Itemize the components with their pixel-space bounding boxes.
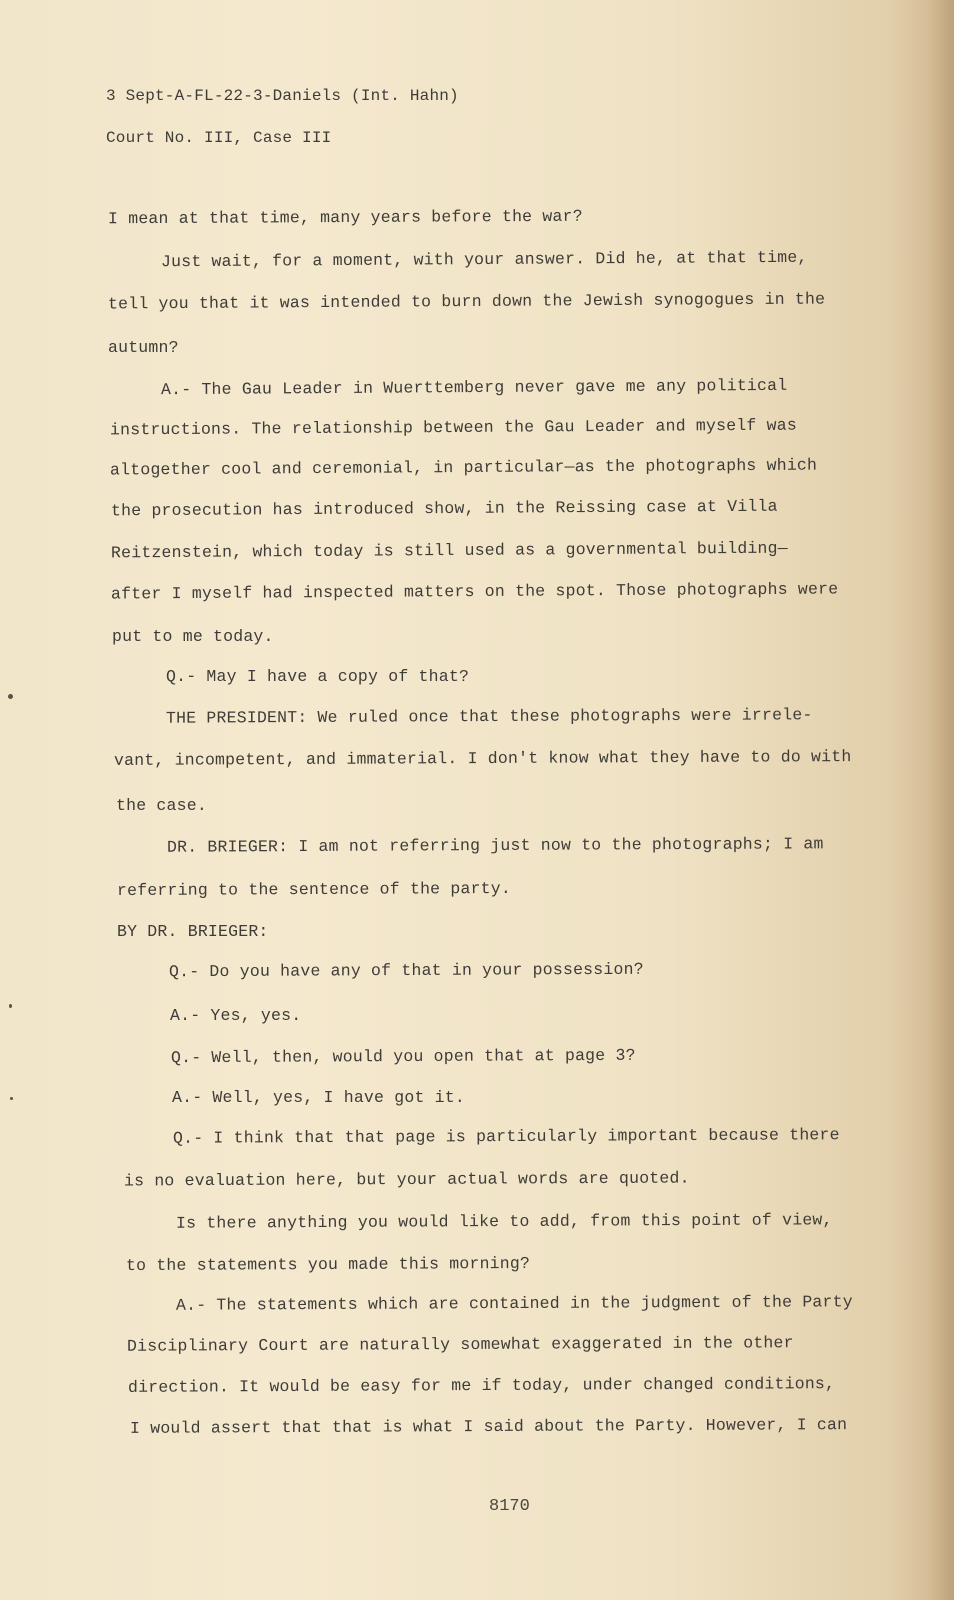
text-line: A.- Well, yes, I have got it. <box>172 1088 465 1107</box>
text-line: Disciplinary Court are naturally somewhat exaggerated in the other <box>126 1333 794 1356</box>
text-line: is no evaluation here, but your actual words are quoted. <box>123 1168 690 1191</box>
text-line: A.- The Gau Leader in Wuerttemberg never gave me any political <box>160 375 788 400</box>
text-line: autumn? <box>108 338 179 357</box>
page-number: 8170 <box>489 1497 530 1516</box>
text-line: A.- Yes, yes. <box>170 1006 302 1025</box>
text-line: the case. <box>116 796 207 815</box>
header-line-2: Court No. III, Case III <box>106 129 332 147</box>
text-line: THE PRESIDENT: We ruled once that these photographs were irrele- <box>165 705 813 728</box>
text-line: put to me today. <box>112 627 274 646</box>
text-line: Q.- May I have a copy of that? <box>166 667 470 686</box>
text-line: Just wait, for a moment, with your answer. Did he, at that time, <box>160 247 808 272</box>
page-edge-shading <box>928 0 954 1600</box>
text-line: vant, incompetent, and immaterial. I don't know what they have to do with <box>113 747 852 770</box>
text-line: direction. It would be easy for me if today, under changed conditions, <box>127 1374 836 1397</box>
text-line: instructions. The relationship between the Gau Leader and myself was <box>109 415 797 440</box>
text-line: BY DR. BRIEGER: <box>117 922 269 941</box>
text-line: to the statements you made this morning? <box>125 1253 531 1276</box>
text-line: I mean at that time, many years before the war? <box>107 206 583 229</box>
text-line: DR. BRIEGER: I am not referring just now to the photographs; I am <box>166 834 824 857</box>
margin-speck <box>8 694 13 699</box>
text-line: altogether cool and ceremonial, in particular—as the photographs which <box>109 455 818 480</box>
text-line: tell you that it was intended to burn down the Jewish synogogues in the <box>107 289 826 314</box>
text-line: Is there anything you would like to add, from this point of view, <box>175 1210 833 1233</box>
text-line: Q.- Do you have any of that in your possession? <box>168 959 644 982</box>
text-line: Q.- Well, then, would you open that at page 3? <box>170 1045 636 1068</box>
text-line: the prosecution has introduced show, in the Reissing case at Villa <box>110 496 778 521</box>
text-line: I would assert that that is what I said about the Party. However, I can <box>129 1415 848 1438</box>
margin-speck <box>9 1004 12 1008</box>
text-line: Reitzenstein, which today is still used as a governmental building— <box>110 538 788 563</box>
text-line: Q.- I think that that page is particularly important because there <box>172 1125 840 1148</box>
header-line-1: 3 Sept-A-FL-22-3-Daniels (Int. Hahn) <box>106 87 459 105</box>
text-line: after I myself had inspected matters on the spot. Those photographs were <box>110 579 839 604</box>
text-line: referring to the sentence of the party. <box>116 878 512 901</box>
text-line: A.- The statements which are contained in the judgment of the Party <box>175 1292 853 1315</box>
margin-speck <box>10 1097 13 1100</box>
